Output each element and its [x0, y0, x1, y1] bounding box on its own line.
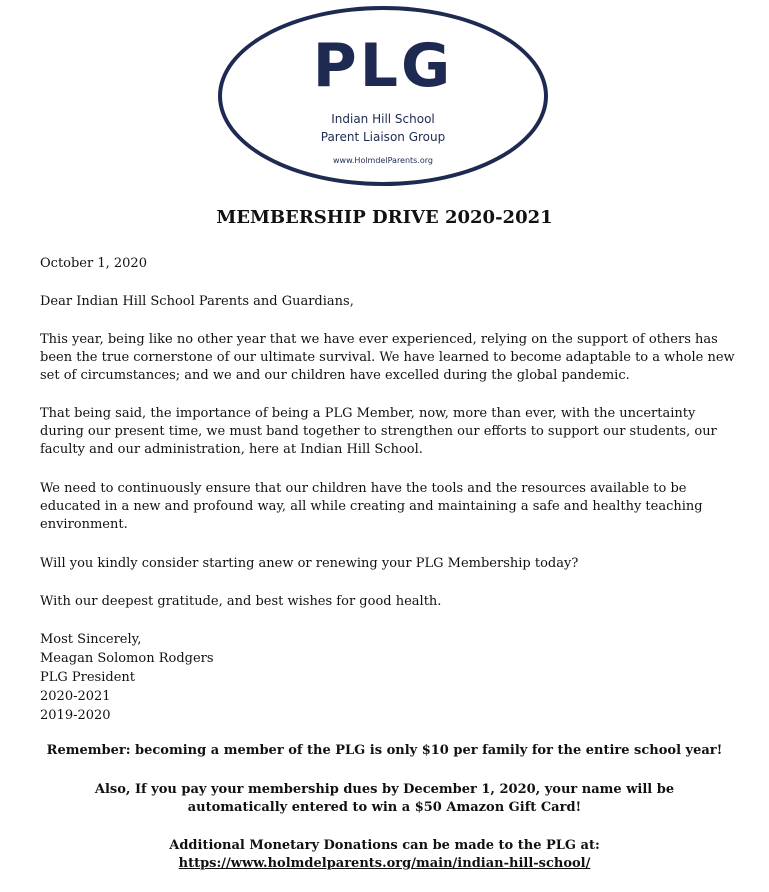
plg-logo	[218, 6, 548, 186]
logo-url: www.HolmdelParents.org	[332, 156, 434, 165]
signature-closing: Most Sincerely,	[40, 632, 142, 647]
membership-reminder: Remember: becoming a member of the PLG is only $10 per family for the entire school year!	[46, 743, 723, 758]
logo-mark: PLG	[312, 31, 454, 101]
donations-link-row	[0, 854, 769, 873]
paragraph-5: With our deepest gratitude, and best wishes for good health.	[40, 594, 442, 609]
signature-term-2: 2019-2020	[40, 708, 111, 723]
donations-label: Additional Monetary Donations can be made to the PLG at:	[169, 838, 600, 853]
paragraph-2: That being said, the importance of being a PLG Member, now, more than ever, with the uncertainty during our present time, we must band together to strengthen our efforts to support our students, our faculty and our administration, here at Indian Hill School.	[40, 406, 717, 457]
logo-group-name: Parent Liaison Group	[320, 130, 446, 144]
logo-school-name: Indian Hill School	[331, 112, 435, 126]
signature-name: Meagan Solomon Rodgers	[40, 651, 214, 666]
letter-date: October 1, 2020	[40, 256, 147, 271]
promo-line-2: automatically entered to win a $50 Amazon Gift Card!	[187, 800, 582, 815]
signature-role: PLG President	[40, 670, 135, 685]
signature-block	[40, 630, 740, 725]
paragraph-4: Will you kindly consider starting anew or renewing your PLG Membership today?	[40, 556, 579, 571]
signature-term-1: 2020-2021	[40, 689, 111, 704]
donations-link[interactable]: https://www.holmdelparents.org/main/indian-hill-school/	[178, 856, 591, 871]
letter-greeting: Dear Indian Hill School Parents and Guardians,	[40, 294, 354, 309]
paragraph-1: This year, being like no other year that we have ever experienced, relying on the support of others has been the true cornerstone of our ultimate survival. We have learned to become adaptable to a whole new set of circumstances; and we and our children have excelled during the global pandemic.	[40, 332, 735, 383]
paragraph-3: We need to continuously ensure that our children have the tools and the resources available to be educated in a new and profound way, all while creating and maintaining a safe and healthy teaching environment.	[40, 481, 703, 532]
page-title: MEMBERSHIP DRIVE 2020-2021	[216, 207, 553, 228]
promo-line-1: Also, If you pay your membership dues by December 1, 2020, your name will be	[94, 782, 675, 797]
